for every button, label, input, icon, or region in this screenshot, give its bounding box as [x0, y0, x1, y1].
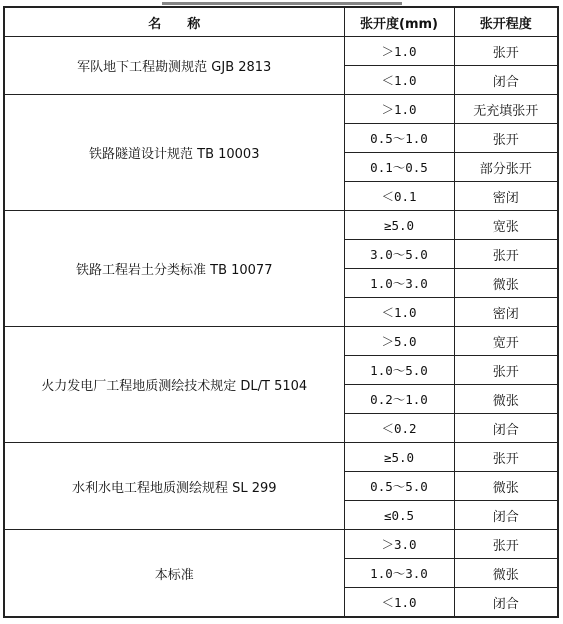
aperture-degree-cell: 微张 [454, 269, 558, 298]
aperture-degree-cell: 张开 [454, 240, 558, 269]
aperture-value-cell: ＜0.2 [344, 414, 454, 443]
aperture-value-cell: ＜0.1 [344, 182, 454, 211]
aperture-degree-cell: 闭合 [454, 66, 558, 95]
standard-name-cell: 铁路工程岩土分类标准 TB 10077 [4, 211, 344, 327]
table-row [4, 211, 558, 240]
aperture-value-cell: 3.0～5.0 [344, 240, 454, 269]
standard-name-cell: 水利水电工程地质测绘规程 SL 299 [4, 443, 344, 530]
aperture-value-cell: ≥5.0 [344, 211, 454, 240]
table-body [4, 37, 558, 618]
aperture-value-cell: ＞3.0 [344, 530, 454, 559]
aperture-degree-cell: 闭合 [454, 414, 558, 443]
aperture-degree-cell: 张开 [454, 530, 558, 559]
aperture-degree-cell: 微张 [454, 385, 558, 414]
aperture-value-cell: 1.0～3.0 [344, 559, 454, 588]
joint-aperture-table [3, 6, 559, 618]
header-aperture: 张开度(mm) [344, 7, 454, 37]
header-name: 名 称 [4, 7, 344, 37]
aperture-value-cell: ＞5.0 [344, 327, 454, 356]
aperture-value-cell: ≤0.5 [344, 501, 454, 530]
aperture-degree-cell: 张开 [454, 37, 558, 66]
aperture-value-cell: ＜1.0 [344, 588, 454, 618]
table-row [4, 530, 558, 559]
aperture-value-cell: 0.5～5.0 [344, 472, 454, 501]
aperture-value-cell: ＞1.0 [344, 37, 454, 66]
standard-name-cell: 火力发电厂工程地质测绘技术规定 DL/T 5104 [4, 327, 344, 443]
aperture-value-cell: 1.0～5.0 [344, 356, 454, 385]
standard-name-cell: 铁路隧道设计规范 TB 10003 [4, 95, 344, 211]
aperture-value-cell: ＞1.0 [344, 95, 454, 124]
aperture-degree-cell: 闭合 [454, 588, 558, 618]
aperture-value-cell: 0.5～1.0 [344, 124, 454, 153]
table-row [4, 95, 558, 124]
aperture-degree-cell: 宽张 [454, 211, 558, 240]
standard-name-cell: 本标准 [4, 530, 344, 618]
aperture-degree-cell: 无充填张开 [454, 95, 558, 124]
aperture-degree-cell: 张开 [454, 124, 558, 153]
aperture-value-cell: 1.0～3.0 [344, 269, 454, 298]
table-row [4, 37, 558, 66]
aperture-value-cell: 0.2～1.0 [344, 385, 454, 414]
table-row [4, 443, 558, 472]
header-row [4, 7, 558, 37]
aperture-value-cell: ＜1.0 [344, 66, 454, 95]
aperture-degree-cell: 部分张开 [454, 153, 558, 182]
aperture-degree-cell: 闭合 [454, 501, 558, 530]
aperture-degree-cell: 张开 [454, 356, 558, 385]
aperture-degree-cell: 密闭 [454, 298, 558, 327]
aperture-degree-cell: 微张 [454, 559, 558, 588]
standard-name-cell: 军队地下工程勘测规范 GJB 2813 [4, 37, 344, 95]
header-degree: 张开程度 [454, 7, 558, 37]
aperture-degree-cell: 张开 [454, 443, 558, 472]
table-row [4, 327, 558, 356]
aperture-degree-cell: 宽开 [454, 327, 558, 356]
aperture-degree-cell: 密闭 [454, 182, 558, 211]
aperture-value-cell: 0.1～0.5 [344, 153, 454, 182]
aperture-value-cell: ≥5.0 [344, 443, 454, 472]
aperture-degree-cell: 微张 [454, 472, 558, 501]
aperture-value-cell: ＜1.0 [344, 298, 454, 327]
